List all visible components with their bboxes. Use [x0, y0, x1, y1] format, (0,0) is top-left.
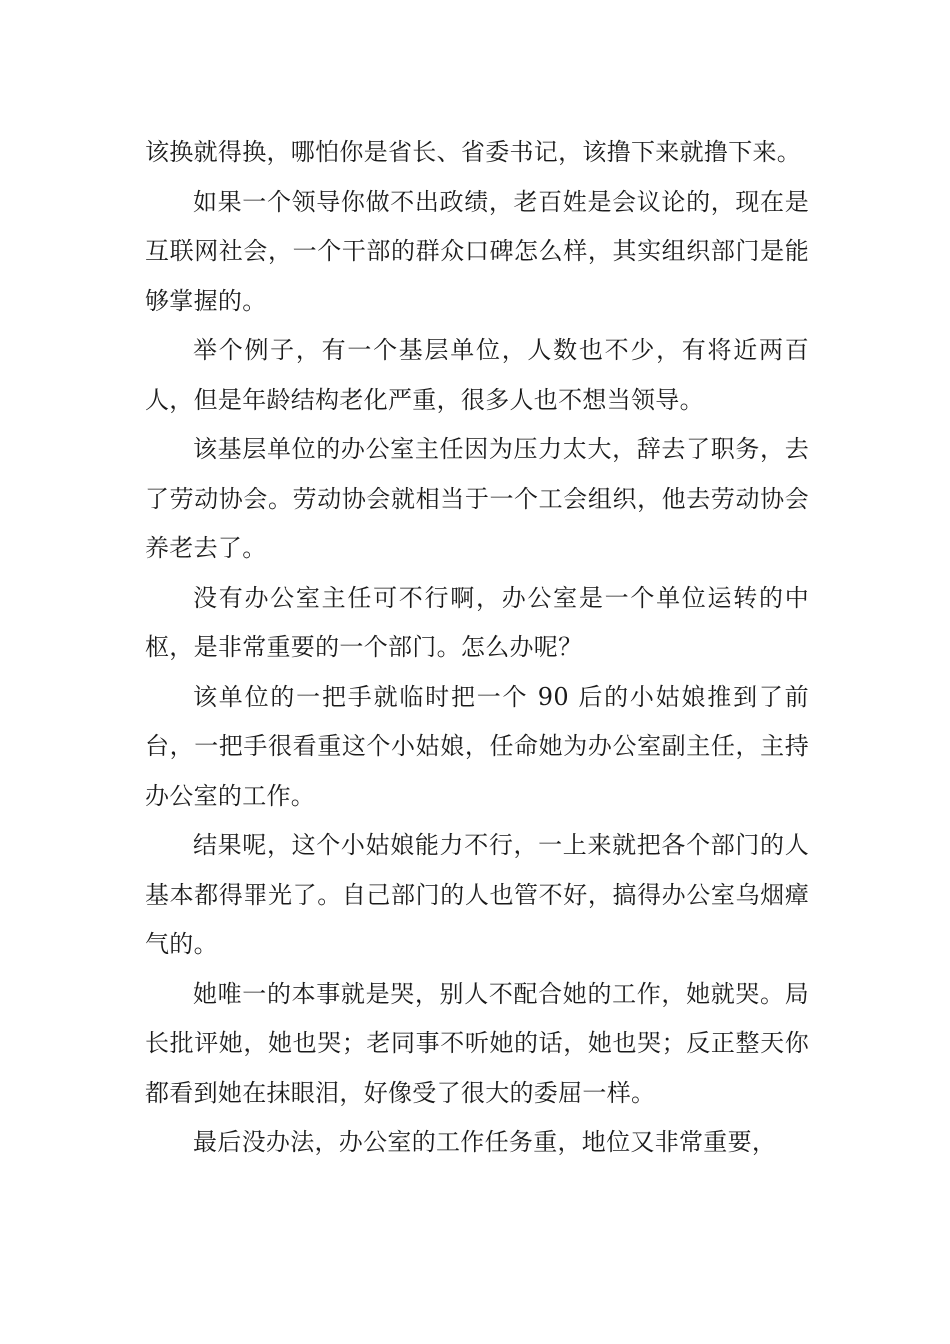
paragraph: 该基层单位的办公室主任因为压力太大，辞去了职务，去了劳动协会。劳动协会就相当于一个工会组织，他去劳动协会养老去了。: [145, 435, 809, 562]
paragraph: 举个例子，有一个基层单位，人数也不少，有将近两百人，但是年龄结构老化严重，很多人也不想当领导。: [145, 336, 809, 414]
paragraph: 没有办公室主任可不行啊，办公室是一个单位运转的中枢，是非常重要的一个部门。怎么办呢？: [145, 583, 809, 661]
paragraph: 结果呢，这个小姑娘能力不行，一上来就把各个部门的人基本都得罪光了。自己部门的人也管不好，搞得办公室乌烟瘴气的。: [145, 831, 809, 958]
paragraph: 该单位的一把手就临时把一个 90 后的小姑娘推到了前台，一把手很看重这个小姑娘，任命她为办公室副主任，主持办公室的工作。: [145, 682, 809, 810]
paragraph: 最后没办法，办公室的工作任务重，地位又非常重要，: [193, 1128, 777, 1156]
document-body: [145, 128, 809, 1168]
paragraph: 如果一个领导你做不出政绩，老百姓是会议论的，现在是互联网社会，一个干部的群众口碑怎么样，其实组织部门是能够掌握的。: [145, 187, 809, 315]
paragraph: 该换就得换，哪怕你是省长、省委书记，该撸下来就撸下来。: [145, 138, 802, 166]
paragraph: 她唯一的本事就是哭，别人不配合她的工作，她就哭。局长批评她，她也哭；老同事不听她的话，她也哭；反正整天你都看到她在抹眼泪，好像受了很大的委屈一样。: [145, 979, 809, 1107]
